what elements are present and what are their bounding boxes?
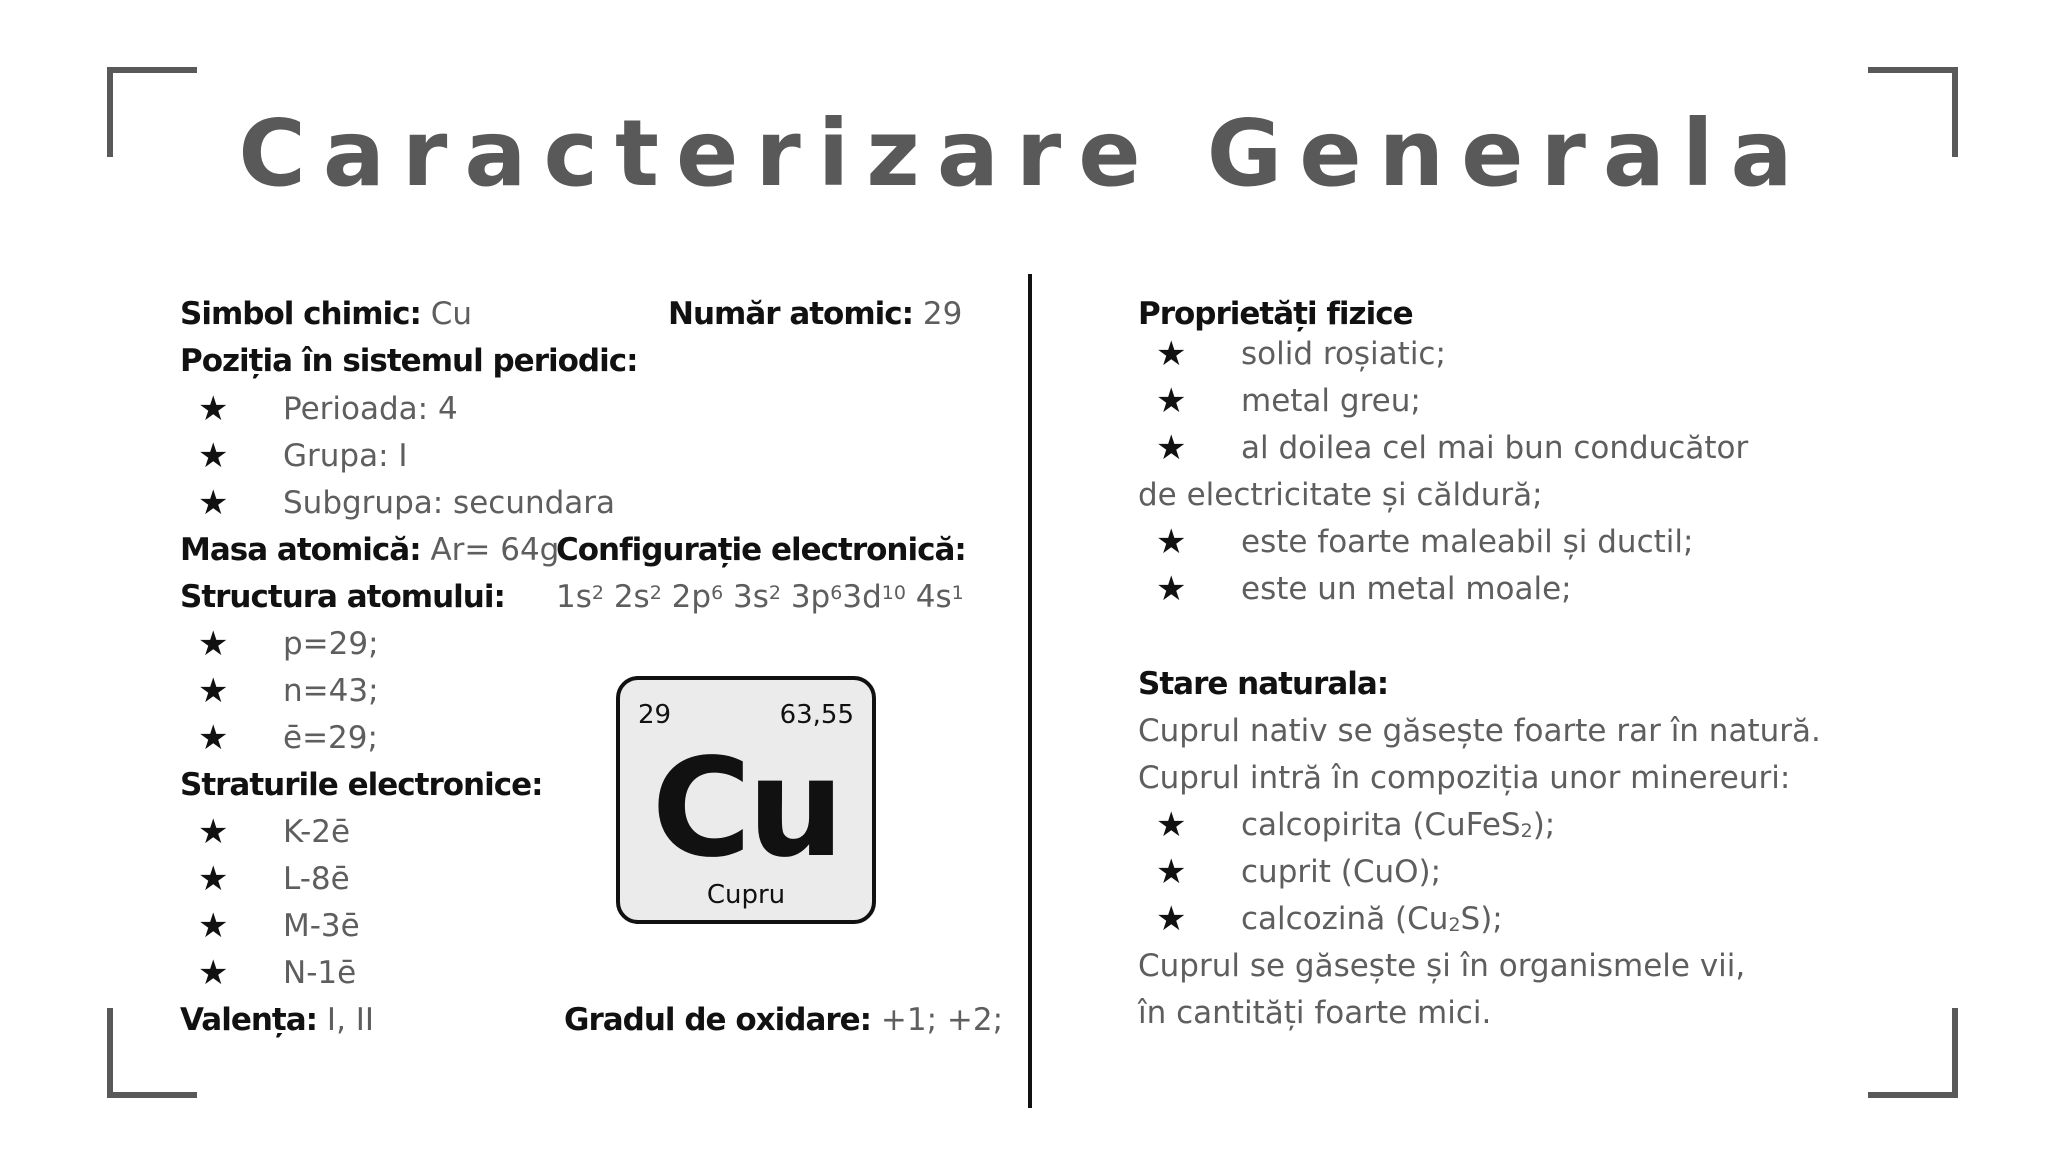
structure-item-electrons: ē=29; (283, 720, 378, 756)
page-title: Caracterizare Generala (238, 100, 1810, 207)
position-item-subgroup: Subgrupa: secundara (283, 485, 616, 521)
config-label: Configurație electronică: (556, 532, 966, 568)
star-icon: ★ (1156, 852, 1187, 892)
periodic-element-tile (616, 676, 876, 924)
star-icon: ★ (1156, 805, 1187, 845)
structure-item-neutrons: n=43; (283, 673, 379, 709)
star-icon: ★ (1156, 381, 1187, 421)
star-icon: ★ (1156, 899, 1187, 939)
atomic-number-row (668, 294, 962, 334)
star-icon: ★ (198, 718, 229, 758)
structure-label: Structura atomului: (180, 579, 505, 615)
star-icon: ★ (1156, 569, 1187, 609)
mineral-item-chalcopyrite: calcopirita (CuFeS$_2$); (1241, 807, 1556, 843)
atomic-number-value: 29 (913, 296, 963, 332)
star-icon: ★ (198, 906, 229, 946)
oxidation-label: Gradul de oxidare: (564, 1002, 872, 1038)
structure-heading (180, 577, 505, 617)
valence-value: I, II (317, 1002, 375, 1038)
position-item-period: Perioada: 4 (283, 391, 458, 427)
valence-row (180, 1000, 374, 1040)
physical-heading (1138, 294, 1413, 334)
star-icon: ★ (198, 436, 229, 476)
structure-item-protons: p=29; (283, 626, 379, 662)
layer-item-n: N-1ē (283, 955, 357, 991)
layer-item-k: K-2ē (283, 814, 351, 850)
physical-item: este un metal moale; (1241, 571, 1572, 607)
oxidation-value: +1; +2; (871, 1002, 1004, 1038)
physical-item-continuation: de electricitate și căldură; (1138, 477, 1543, 513)
star-icon: ★ (1156, 428, 1187, 468)
position-heading (180, 341, 638, 381)
symbol-label: Simbol chimic: (180, 296, 421, 332)
corner-bracket-bottom-right (1868, 1008, 1958, 1098)
mass-label: Masa atomică: (180, 532, 421, 568)
mineral-item-chalcocite: calcozină $(Cu_2S)$; (1241, 901, 1503, 937)
natural-heading (1138, 664, 1388, 704)
element-atomic-number: 29 (638, 700, 672, 730)
mass-value: Ar= 64g (420, 532, 560, 568)
symbol-value: Cu (420, 296, 473, 332)
star-icon: ★ (198, 624, 229, 664)
star-icon: ★ (198, 953, 229, 993)
config-heading (556, 530, 966, 570)
star-icon: ★ (198, 812, 229, 852)
physical-item: metal greu; (1241, 383, 1421, 419)
star-icon: ★ (198, 671, 229, 711)
physical-item: este foarte maleabil și ductil; (1241, 524, 1694, 560)
electron-configuration: $1s^2$ $2s^2$ $2p^6$ $3s^2$ $3p^63d^{10}$ $4s^1$ (556, 579, 964, 615)
oxidation-row (564, 1000, 1003, 1040)
layer-item-l: L-8ē (283, 861, 350, 897)
natural-text: Cuprul intră în compoziția unor minereuri: (1138, 760, 1791, 796)
layers-heading (180, 765, 543, 805)
natural-text: în cantități foarte mici. (1138, 995, 1492, 1031)
star-icon: ★ (198, 389, 229, 429)
natural-text: Cuprul nativ se găsește foarte rar în natură. (1138, 713, 1821, 749)
symbol-row (180, 294, 472, 334)
physical-label: Proprietăți fizice (1138, 296, 1413, 332)
layers-label: Straturile electronice: (180, 767, 543, 803)
layer-item-m: M-3ē (283, 908, 360, 944)
column-divider (1028, 274, 1032, 1108)
star-icon: ★ (1156, 334, 1187, 374)
valence-label: Valența: (180, 1002, 318, 1038)
position-item-group: Grupa: I (283, 438, 408, 474)
physical-item: al doilea cel mai bun conducător (1241, 430, 1749, 466)
star-icon: ★ (1156, 522, 1187, 562)
atomic-number-label: Număr atomic: (668, 296, 914, 332)
mass-row (180, 530, 559, 570)
position-label: Poziția în sistemul periodic: (180, 343, 638, 379)
element-name: Cupru (706, 880, 786, 910)
element-symbol: Cu (651, 730, 841, 888)
mineral-item-cuprite: cuprit (CuO); (1241, 854, 1442, 890)
natural-text: Cuprul se găsește și în organismele vii, (1138, 948, 1746, 984)
natural-label: Stare naturala: (1138, 666, 1389, 702)
physical-item: solid roșiatic; (1241, 336, 1446, 372)
star-icon: ★ (198, 859, 229, 899)
element-atomic-mass: 63,55 (779, 700, 854, 730)
star-icon: ★ (198, 483, 229, 523)
